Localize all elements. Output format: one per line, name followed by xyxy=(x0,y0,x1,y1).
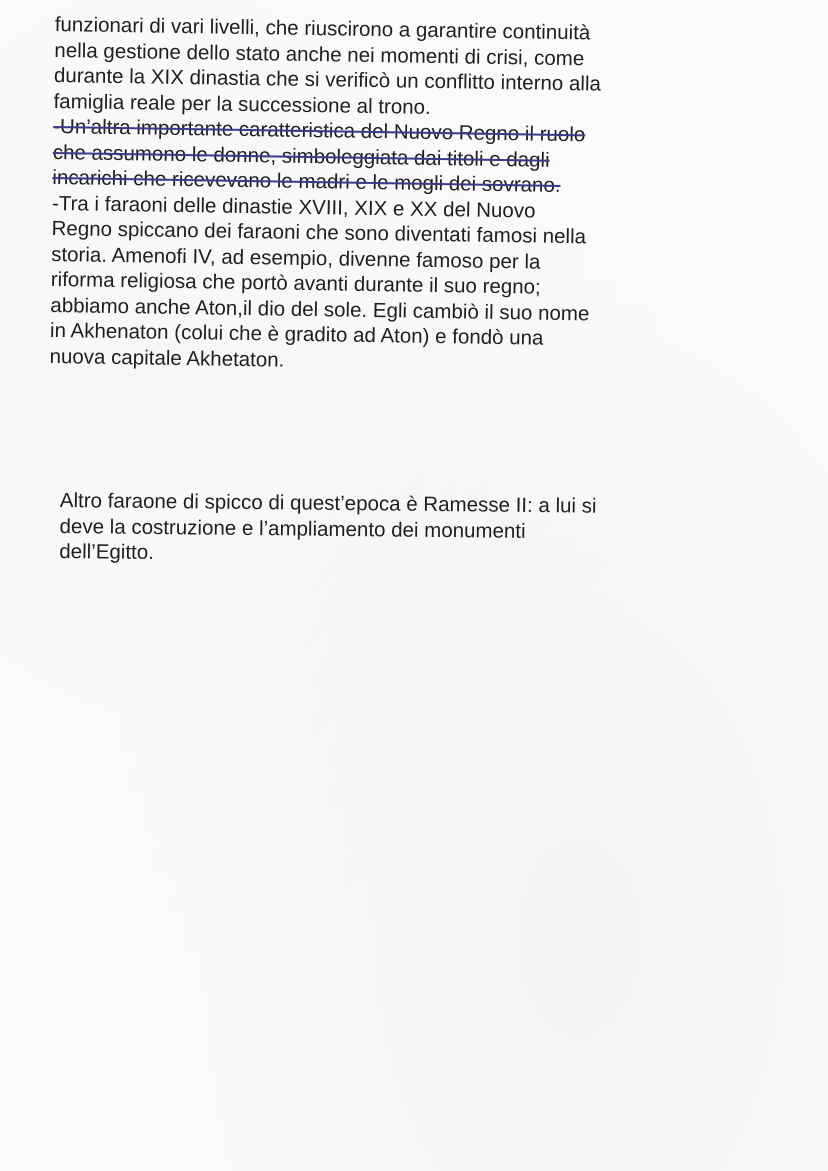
text-line: famiglia reale per la successione al trono. xyxy=(53,89,431,119)
text-line: abbiamo anche Aton,il dio del sole. Egli cambiò il suo nome xyxy=(50,293,590,325)
text-line: in Akhenaton (colui che è gradito ad Aton) e fondò una xyxy=(49,318,544,350)
text-line: Altro faraone di spicco di quest’epoca è Ramesse II: a lui si xyxy=(59,488,597,518)
text-line: -Tra i faraoni delle dinastie XVIII, XIX e XX del Nuovo xyxy=(51,191,536,223)
text-line: Regno spiccano dei faraoni che sono diventati famosi nella xyxy=(51,216,587,249)
text-line-struck: -Un’altra importante caratteristica del Nuovo Regno il ruolo xyxy=(53,114,586,147)
text-line: storia. Amenofi IV, ad esempio, divenne famoso per la xyxy=(51,242,541,274)
text-line-struck: che assumono le donne, simboleggiata dai titoli e dagli xyxy=(52,140,550,172)
text-line: dell’Egitto. xyxy=(59,539,155,564)
text-line: durante la XIX dinastia che si verificò un conflitto interno alla xyxy=(53,63,602,96)
text-line: nuova capitale Akhetaton. xyxy=(49,344,285,372)
text-line-struck: incarichi che ricevevano le madri e le mogli dei sovrano. xyxy=(52,165,561,197)
text-line: deve la costruzione e l’ampliamento dei monumenti xyxy=(59,514,526,543)
paragraph-main xyxy=(49,12,755,380)
text-line: funzionari di vari livelli, che riuscirono a garantire continuità xyxy=(54,12,591,45)
text-line: riforma religiosa che portò avanti durante il suo regno; xyxy=(50,267,541,299)
text-line: nella gestione dello stato anche nei momenti di crisi, come xyxy=(54,38,585,70)
paragraph-ramesse xyxy=(59,488,760,572)
